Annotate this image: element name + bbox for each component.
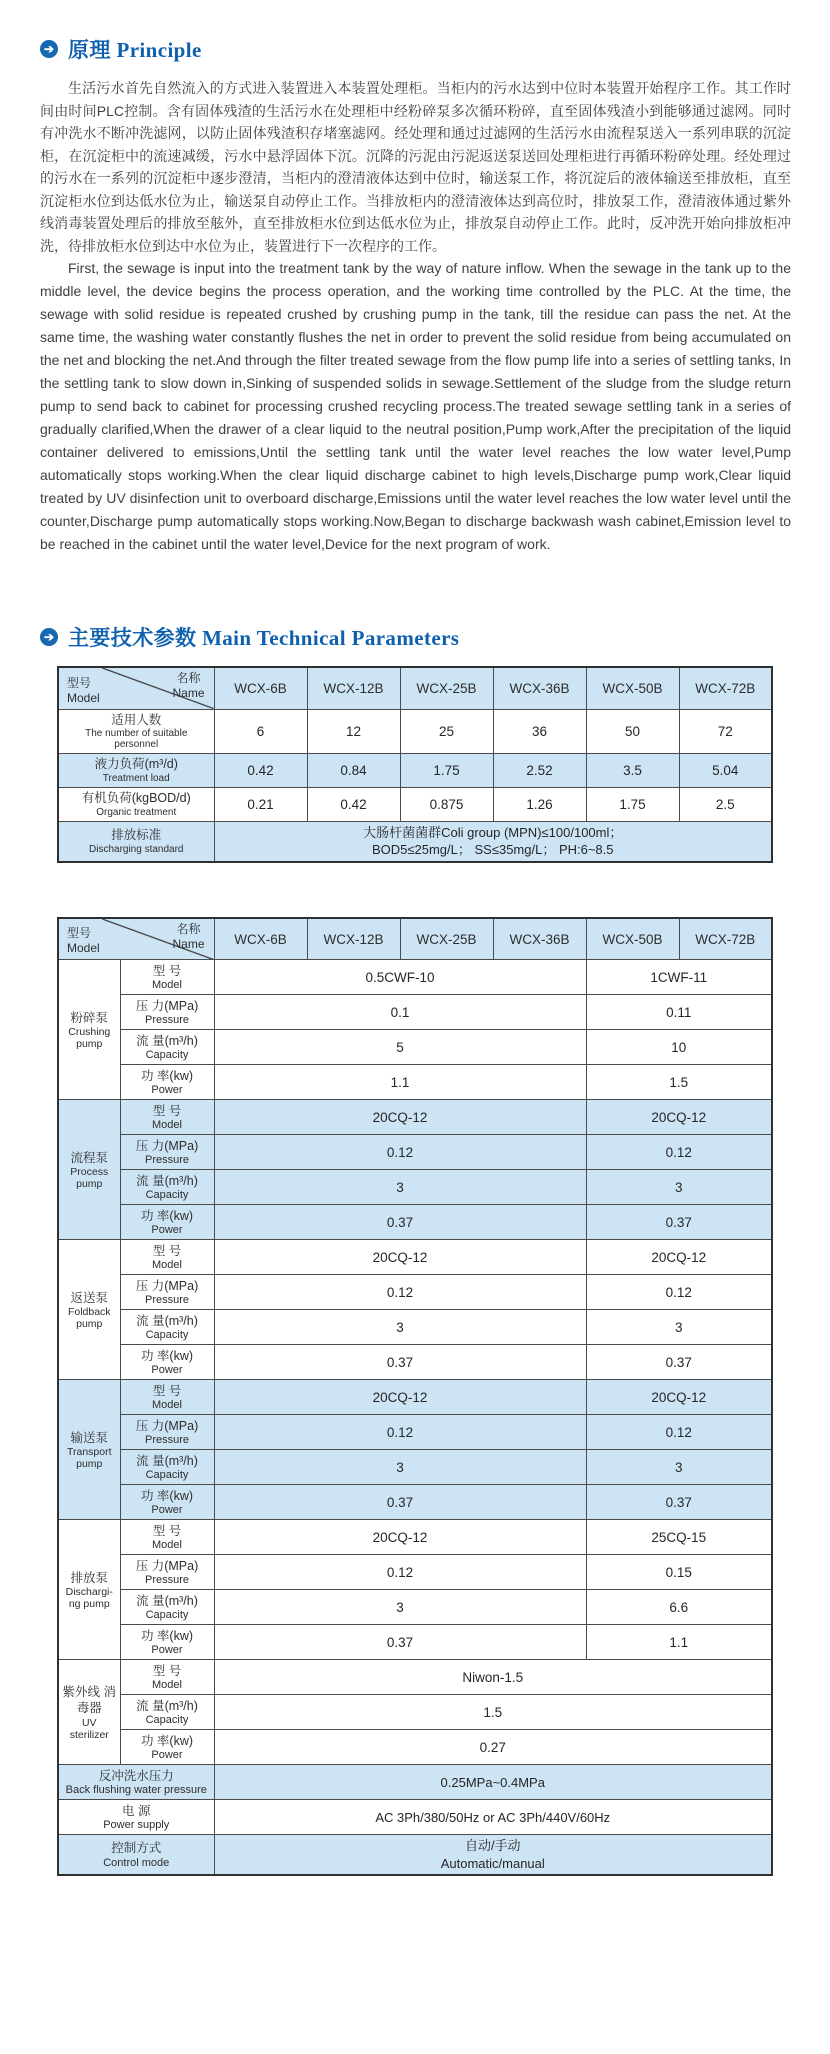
parameter-label: 流 量(m³/h) Capacity <box>120 1590 214 1625</box>
row-label: 有机负荷(kgBOD/d) Organic treatment <box>58 787 214 821</box>
pump-group-label: 流程泵 Process pump <box>58 1100 120 1240</box>
value-cell: 50 <box>586 709 679 753</box>
parameter-label: 功 率(kw) Power <box>120 1345 214 1380</box>
parameter-row <box>58 1590 772 1625</box>
model-column-header: WCX-72B <box>679 667 772 709</box>
value-cell: 0.27 <box>214 1730 772 1765</box>
parameter-label: 流 量(m³/h) Capacity <box>120 1450 214 1485</box>
parameter-row <box>58 787 772 821</box>
model-column-header: WCX-25B <box>400 918 493 960</box>
parameter-row <box>58 1555 772 1590</box>
value-cell: 0.37 <box>214 1205 586 1240</box>
value-cell: 0.84 <box>307 753 400 787</box>
value-cell: 0.12 <box>214 1415 586 1450</box>
parameter-row <box>58 1380 772 1415</box>
value-cell: 3 <box>214 1590 586 1625</box>
value-cell: 1.75 <box>400 753 493 787</box>
row-label: 适用人数 The number of suitable personnel <box>58 709 214 753</box>
value-cell: 1.1 <box>586 1625 772 1660</box>
value-cell: 0.37 <box>214 1345 586 1380</box>
parameter-label: 压 力(MPa) Pressure <box>120 1415 214 1450</box>
parameter-row <box>58 1800 772 1835</box>
arrow-bullet-icon: ➔ <box>40 628 58 646</box>
model-column-header: WCX-50B <box>586 918 679 960</box>
model-column-header: WCX-6B <box>214 667 307 709</box>
value-cell: 1.5 <box>586 1065 772 1100</box>
parameter-label: 型 号 Model <box>120 1240 214 1275</box>
value-cell: 0.12 <box>586 1415 772 1450</box>
parameters-heading <box>40 622 792 652</box>
value-cell: 0.15 <box>586 1555 772 1590</box>
value-cell: 3 <box>586 1170 772 1205</box>
parameter-row <box>58 1310 772 1345</box>
parameter-label: 功 率(kw) Power <box>120 1065 214 1100</box>
row-label: 排放标准 Discharging standard <box>58 821 214 862</box>
parameter-label: 功 率(kw) Power <box>120 1625 214 1660</box>
value-cell: 20CQ-12 <box>214 1100 586 1135</box>
pump-group-label: 紫外线 消毒器 UV sterilizer <box>58 1660 120 1765</box>
value-cell: 20CQ-12 <box>214 1380 586 1415</box>
pump-group-label: 返送泵 Foldback pump <box>58 1240 120 1380</box>
parameters-heading-zh: 主要技术参数 <box>68 626 197 650</box>
model-column-header: WCX-12B <box>307 918 400 960</box>
pump-group-label: 输送泵 Transport pump <box>58 1380 120 1520</box>
model-name-corner-cell <box>58 667 214 709</box>
value-cell: 1.1 <box>214 1065 586 1100</box>
value-cell: 20CQ-12 <box>586 1100 772 1135</box>
parameter-label: 型 号 Model <box>120 960 214 995</box>
corner-name-label: 名称 Name <box>172 921 205 951</box>
value-cell: 1.75 <box>586 787 679 821</box>
parameter-row <box>58 1835 772 1876</box>
parameter-row <box>58 709 772 753</box>
parameters-section <box>40 622 792 1876</box>
parameter-row <box>58 821 772 862</box>
parameter-label: 流 量(m³/h) Capacity <box>120 1030 214 1065</box>
pump-parameters-table <box>57 917 773 1877</box>
parameter-row <box>58 1520 772 1555</box>
parameter-row <box>58 960 772 995</box>
parameter-label: 型 号 Model <box>120 1380 214 1415</box>
value-cell: 12 <box>307 709 400 753</box>
parameter-label: 型 号 Model <box>120 1660 214 1695</box>
merged-value-cell: 0.25MPa~0.4MPa <box>214 1765 772 1800</box>
value-cell: 1CWF-11 <box>586 960 772 995</box>
value-cell: 25CQ-15 <box>586 1520 772 1555</box>
parameter-label: 流 量(m³/h) Capacity <box>120 1695 214 1730</box>
value-cell: 0.11 <box>586 995 772 1030</box>
principle-heading-en: Principle <box>116 38 202 62</box>
pump-group-label: 排放泵 Dischargi-ng pump <box>58 1520 120 1660</box>
row-label: 控制方式 Control mode <box>58 1835 214 1876</box>
parameter-row <box>58 1730 772 1765</box>
parameter-row <box>58 1275 772 1310</box>
model-column-header: WCX-36B <box>493 918 586 960</box>
principle-heading <box>40 34 792 64</box>
parameter-row <box>58 1625 772 1660</box>
value-cell: 0.12 <box>214 1135 586 1170</box>
value-cell: 20CQ-12 <box>586 1380 772 1415</box>
value-cell: 20CQ-12 <box>214 1240 586 1275</box>
parameter-label: 压 力(MPa) Pressure <box>120 995 214 1030</box>
value-cell: 0.12 <box>214 1275 586 1310</box>
value-cell: 3 <box>586 1310 772 1345</box>
merged-value-cell: 自动/手动 Automatic/manual <box>214 1835 772 1876</box>
value-cell: 0.12 <box>586 1275 772 1310</box>
model-column-header: WCX-12B <box>307 667 400 709</box>
parameter-label: 流 量(m³/h) Capacity <box>120 1310 214 1345</box>
parameters-heading-title <box>68 622 459 652</box>
value-cell: 20CQ-12 <box>586 1240 772 1275</box>
parameter-row <box>58 1135 772 1170</box>
model-name-corner-cell <box>58 918 214 960</box>
value-cell: 6.6 <box>586 1590 772 1625</box>
corner-model-label: 型号 Model <box>67 675 100 705</box>
parameter-row <box>58 1065 772 1100</box>
parameter-label: 型 号 Model <box>120 1100 214 1135</box>
parameter-label: 压 力(MPa) Pressure <box>120 1135 214 1170</box>
value-cell: 0.37 <box>586 1205 772 1240</box>
table-header-row <box>58 918 772 960</box>
parameter-label: 功 率(kw) Power <box>120 1205 214 1240</box>
parameter-row <box>58 1100 772 1135</box>
value-cell: 0.37 <box>214 1485 586 1520</box>
value-cell: 2.52 <box>493 753 586 787</box>
model-column-header: WCX-50B <box>586 667 679 709</box>
row-label: 电 源 Power supply <box>58 1800 214 1835</box>
pump-group-label: 粉碎泵 Crushing pump <box>58 960 120 1100</box>
parameter-row <box>58 1695 772 1730</box>
value-cell: 10 <box>586 1030 772 1065</box>
value-cell: 3.5 <box>586 753 679 787</box>
value-cell: 5.04 <box>679 753 772 787</box>
principle-heading-title <box>68 34 202 64</box>
parameter-label: 功 率(kw) Power <box>120 1485 214 1520</box>
parameter-row <box>58 1205 772 1240</box>
table-header-row <box>58 667 772 709</box>
principle-heading-zh: 原理 <box>68 38 111 62</box>
value-cell: 25 <box>400 709 493 753</box>
parameter-row <box>58 1660 772 1695</box>
value-cell: 0.37 <box>214 1625 586 1660</box>
parameter-row <box>58 1450 772 1485</box>
parameter-label: 压 力(MPa) Pressure <box>120 1275 214 1310</box>
value-cell: 36 <box>493 709 586 753</box>
value-cell: 0.42 <box>307 787 400 821</box>
value-cell: 0.12 <box>214 1555 586 1590</box>
merged-value-cell: AC 3Ph/380/50Hz or AC 3Ph/440V/60Hz <box>214 1800 772 1835</box>
corner-name-label: 名称 Name <box>172 671 205 700</box>
value-cell: 0.37 <box>586 1345 772 1380</box>
parameters-heading-en: Main Technical Parameters <box>202 626 460 650</box>
general-parameters-table <box>57 666 773 863</box>
parameter-label: 流 量(m³/h) Capacity <box>120 1170 214 1205</box>
value-cell: 1.5 <box>214 1695 772 1730</box>
value-cell: 3 <box>586 1450 772 1485</box>
value-cell: 3 <box>214 1310 586 1345</box>
parameter-label: 压 力(MPa) Pressure <box>120 1555 214 1590</box>
value-cell: 20CQ-12 <box>214 1520 586 1555</box>
value-cell: 0.42 <box>214 753 307 787</box>
value-cell: 0.12 <box>586 1135 772 1170</box>
parameter-label: 功 率(kw) Power <box>120 1730 214 1765</box>
value-cell: 5 <box>214 1030 586 1065</box>
value-cell: Niwon-1.5 <box>214 1660 772 1695</box>
parameter-row <box>58 1415 772 1450</box>
value-cell: 3 <box>214 1450 586 1485</box>
value-cell: 0.21 <box>214 787 307 821</box>
parameter-row <box>58 1170 772 1205</box>
parameter-row <box>58 753 772 787</box>
parameter-row <box>58 1485 772 1520</box>
row-label: 反冲洗水压力 Back flushing water pressure <box>58 1765 214 1800</box>
model-column-header: WCX-72B <box>679 918 772 960</box>
model-column-header: WCX-6B <box>214 918 307 960</box>
parameter-row <box>58 1240 772 1275</box>
value-cell: 0.5CWF-10 <box>214 960 586 995</box>
principle-paragraph-english: First, the sewage is input into the treatment tank by the way of nature inflow. When the sewage in the tank up to the middle level, the device begins the process operation, and the working time controlled by the PLC. At the time, the sewage with solid residue is repeated crushed by crushing pump in the tank, till the residue can pass the net. At the same time, the washing water constantly flushes the net in order to prevent the solid residue from being accumulated on the net and blocking the net.And through the filter treated sewage from the flow pump life into a series of settling tanks, In the settling tank to slow down in,Sinking of suspended solids in sewage.Settlement of the sludge from the sludge return pump to send back to cabinet for processing crushed recycling process.The treated sewage settling tank in a series of gradually clarified,When the drawer of a clear liquid to the neutral position,Pump work,After the precipitation of the liquid container delivered to emissions,Until the settling tank until the water level reaches the low water level,Pump automatically stops working.When the clear liquid discharge cabinet to high levels,Discharge pump work,Clear liquid treated by UV disinfection unit to overboard discharge,Emissions until the water level reaches the low water level until the counter,Discharge pump automatically stops working.Now,Began to discharge backwash wash cabinet,Emission level to be reached in the cabinet until the water level,Device for the next program of work. <box>40 260 791 552</box>
parameter-label: 型 号 Model <box>120 1520 214 1555</box>
parameter-row <box>58 1345 772 1380</box>
merged-value-cell: 大肠杆菌菌群Coli group (MPN)≤100/100ml； BOD5≤25mg/L； SS≤35mg/L； PH:6~8.5 <box>214 821 772 862</box>
model-column-header: WCX-25B <box>400 667 493 709</box>
value-cell: 6 <box>214 709 307 753</box>
arrow-bullet-icon: ➔ <box>40 40 58 58</box>
value-cell: 2.5 <box>679 787 772 821</box>
value-cell: 1.26 <box>493 787 586 821</box>
parameter-row <box>58 1030 772 1065</box>
model-column-header: WCX-36B <box>493 667 586 709</box>
value-cell: 0.1 <box>214 995 586 1030</box>
value-cell: 0.37 <box>586 1485 772 1520</box>
value-cell: 0.875 <box>400 787 493 821</box>
parameter-row <box>58 995 772 1030</box>
corner-model-label: 型号 Model <box>67 926 100 956</box>
row-label: 液力负荷(m³/d) Treatment load <box>58 753 214 787</box>
principle-paragraph-chinese: 生活污水首先自然流入的方式进入装置进入本装置处理柜。当柜内的污水达到中位时本装置开始程序工作。其工作时间由时间PLC控制。含有固体残渣的生活污水在处理柜中经粉碎泵多次循环粉碎，直至固体残渣小到能够通过滤网。同时有冲洗水不断冲洗滤网，以防止固体残渣积存堵塞滤网。经处理和通过过滤网的生活污水由流程泵送入一系列串联的沉淀柜，在沉淀柜中的流速减缓，污水中悬浮固体下沉。沉降的污泥由污泥返送泵送回处理柜进行再循环粉碎处理。经处理过的污水在一系列的沉淀柜中逐步澄清，当柜内的澄清液体达到中位时，输送泵工作，将沉淀后的液体输送至排放柜，直至沉淀柜水位到达低水位为止，输送泵自动停止工作。当排放柜内的澄清液体达到高位时，排放泵工作，澄清液体通过紫外线消毒装置处理后的排放至舷外，直至排放柜水位到达低水位为止，排放泵自动停止工作。此时，反冲洗开始向排放柜冲洗，待排放柜水位到达中水位为止，装置进行下一次程序的工作。 <box>40 80 791 254</box>
principle-section <box>40 34 792 556</box>
parameter-row <box>58 1765 772 1800</box>
value-cell: 3 <box>214 1170 586 1205</box>
value-cell: 72 <box>679 709 772 753</box>
